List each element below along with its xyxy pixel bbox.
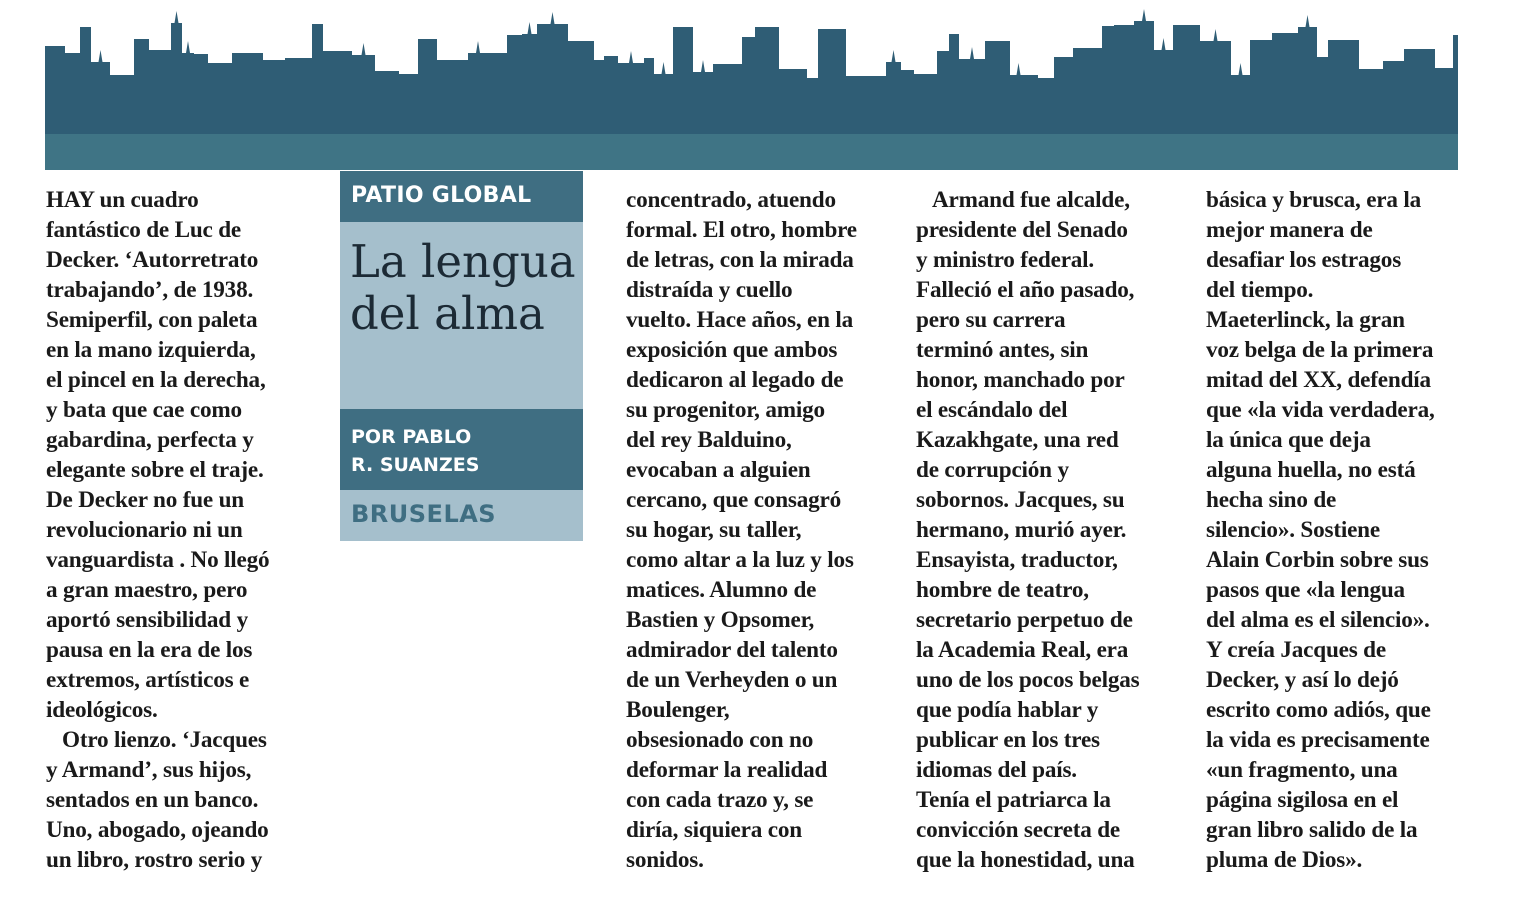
headline-panel <box>340 222 583 409</box>
headline: La lengua del alma <box>350 235 576 340</box>
article-column-1 <box>46 185 311 875</box>
article-column-3 <box>916 185 1181 875</box>
paragraph: HAY un cuadro fantástico de Luc de Decker. ‘Autorretrato trabajando’, de 1938. Semiperfil, con paleta en la mano izquierda, el pincel en la derecha, y bata que cae como gabardina, perfecta y elegante sobre el traje. De Decker no fue un revolucionario ni un vanguardista . No llegó a gran maestro, pero aportó sensibilidad y pausa en la era de los extremos, artísticos e ideológicos. <box>46 187 270 723</box>
paragraph: básica y brusca, era la mejor manera de desafiar los estragos del tiempo. Maeterlinck, la gran voz belga de la primera mitad del XX, defendía que «la vida verdadera, la única que deja alguna huella, no está hecha sino de silencio». Sostiene Alain Corbin sobre sus pasos que «la lengua del alma es el silencio». Y creía Jacques de Decker, y así lo dejó escrito como adiós, que la vida es precisamente «un fragmento, una página sigilosa en el gran libro salido de la pluma de Dios». <box>1206 187 1435 873</box>
banner-band <box>45 134 1458 170</box>
dateline-location: BRUSELAS <box>340 490 583 541</box>
paragraph: Armand fue alcalde, presidente del Senado y ministro federal. Falleció el año pasado, pero su carrera terminó antes, sin honor, manchado por el escándalo del Kazakhgate, una red de corrupción y sobornos. Jacques, su hermano, murió ayer. Ensayista, traductor, hombre de teatro, secretario perpetuo de la Academia Real, era uno de los pocos belgas que podía hablar y publicar en los tres idiomas del país. Tenía el patriarca la convicción secreta de que la honestidad, una <box>916 187 1140 873</box>
article-column-4 <box>1206 185 1471 875</box>
city-silhouette <box>45 9 1458 134</box>
article-column-2 <box>626 185 891 875</box>
section-label: PATIO GLOBAL <box>340 171 583 222</box>
byline: POR PABLO R. SUANZES <box>340 409 583 490</box>
skyline-banner <box>0 0 1536 175</box>
paragraph: Otro lienzo. ‘Jacques y Armand’, sus hijos, sentados en un banco. Uno, abogado, ojeando un libro, rostro serio y <box>46 727 269 873</box>
paragraph: concentrado, atuendo formal. El otro, hombre de letras, con la mirada distraída y cuello vuelto. Hace años, en la exposición que ambos dedicaron al legado de su progenitor, amigo del rey Balduino, evocaban a alguien cercano, que consagró su hogar, su taller, como altar a la luz y los matices. Alumno de Bastien y Opsomer, admirador del talento de un Verheyden o un Boulenger, obsesionado con no deformar la realidad con cada trazo y, se diría, siquiera con sonidos. <box>626 187 857 873</box>
